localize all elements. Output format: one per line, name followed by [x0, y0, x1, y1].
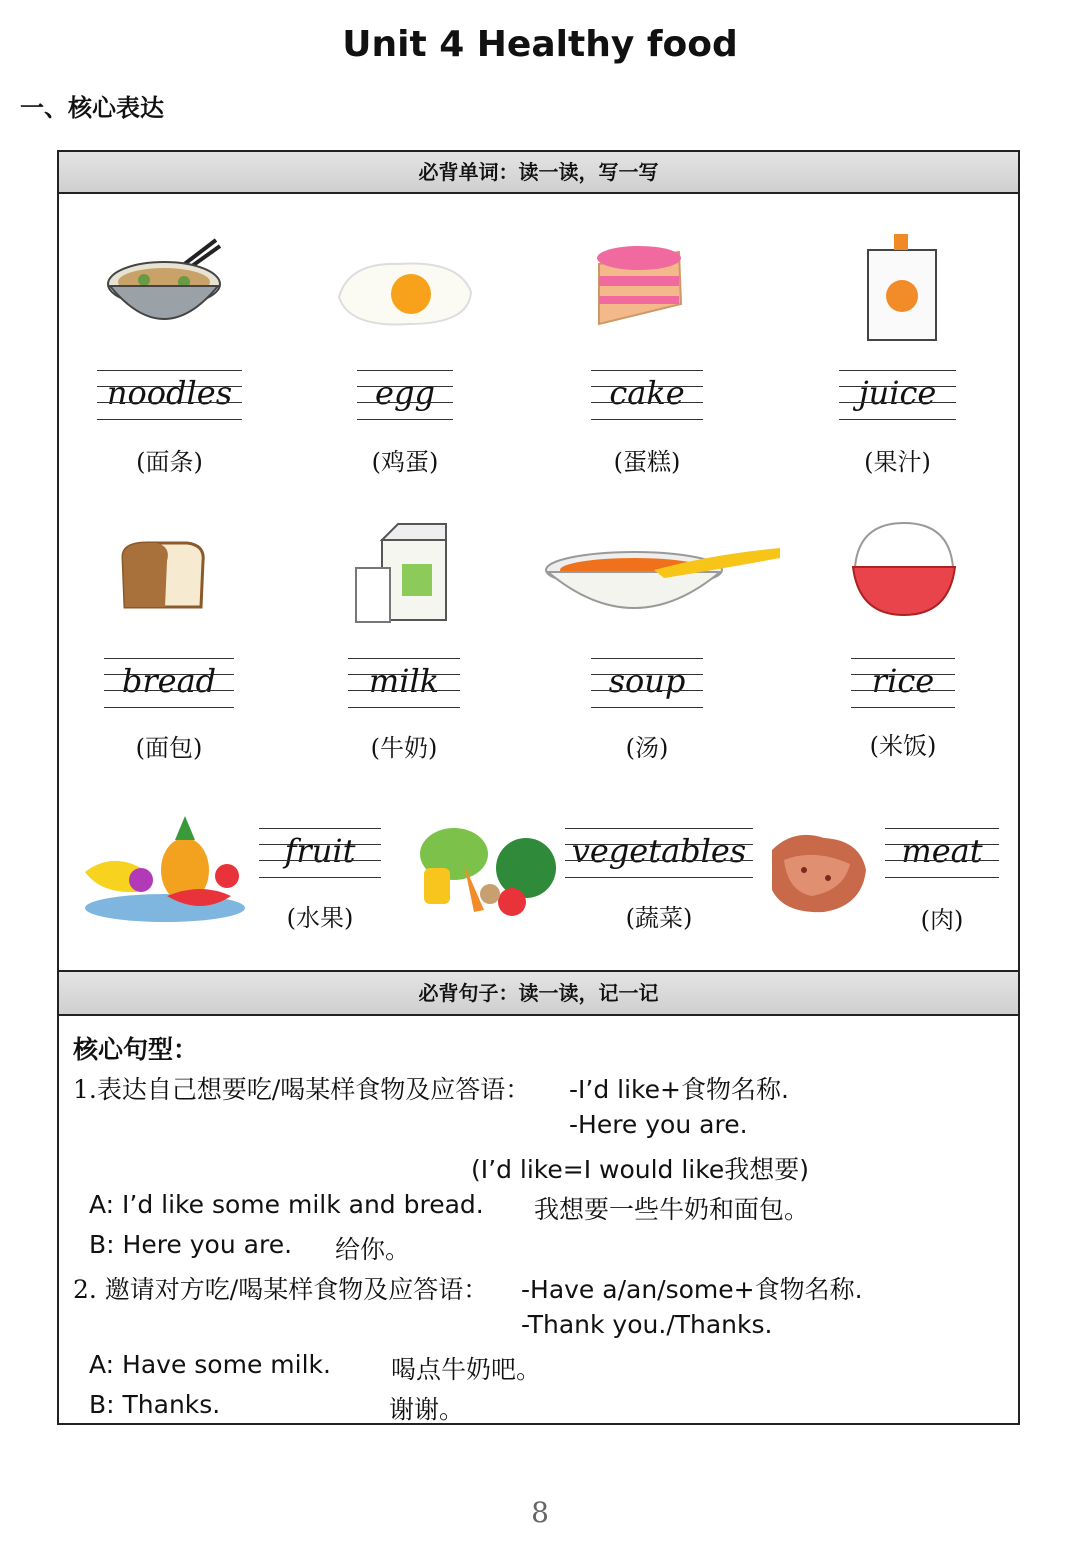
fried-egg-icon [329, 252, 479, 332]
meaning-fruit: (水果) [286, 904, 354, 932]
word-cake: cake [609, 374, 685, 412]
writing-lines [357, 370, 453, 420]
item2-pattern2: -Thank you./Thanks. [521, 1310, 773, 1339]
page-title: Unit 4 Healthy food [342, 24, 738, 65]
item1-a-en: A: I’d like some milk and bread. [89, 1190, 484, 1219]
juice-carton-icon [864, 230, 944, 345]
meaning-bread: (面包) [135, 734, 203, 762]
word-soup: soup [608, 662, 686, 700]
item1-b-en: B: Here you are. [89, 1230, 293, 1259]
bread-icon [117, 537, 207, 612]
word-milk: milk [368, 662, 440, 700]
core-expression-box [57, 150, 1020, 1425]
rice-bowl-icon [849, 517, 959, 622]
meaning-juice: (果汁) [864, 448, 931, 476]
item2-label: 2. 邀请对方吃/喝某样食物及应答语： [73, 1275, 489, 1304]
item2-b-cn: 谢谢。 [389, 1395, 465, 1424]
meaning-milk: (牛奶) [370, 734, 438, 762]
meaning-soup: (汤) [625, 734, 669, 762]
writing-lines [348, 658, 460, 708]
meaning-egg: (鸡蛋) [371, 448, 439, 476]
word-fruit: fruit [284, 832, 356, 870]
meat-icon [764, 820, 874, 920]
noodles-bowl-icon [104, 232, 224, 342]
writing-lines [885, 828, 999, 878]
item2-a-cn: 喝点牛奶吧。 [391, 1355, 542, 1384]
word-noodles: noodles [106, 374, 233, 412]
meaning-vegetables: (蔬菜) [625, 904, 693, 932]
writing-lines [565, 828, 753, 878]
word-meat: meat [901, 832, 983, 870]
word-egg: egg [375, 374, 435, 412]
word-rice: rice [871, 662, 935, 700]
item1-note: (I’d like=I would like我想要) [471, 1155, 809, 1184]
writing-lines [104, 658, 234, 708]
fruit-plate-icon [81, 812, 249, 924]
item2-b-en: B: Thanks. [89, 1390, 221, 1419]
item1-b-cn: 给你。 [335, 1235, 411, 1264]
item2-a-en: A: Have some milk. [89, 1350, 331, 1379]
item2-pattern1: -Have a/an/some+食物名称. [521, 1275, 863, 1304]
meaning-cake: (蛋糕) [613, 448, 681, 476]
meaning-meat: (肉) [920, 906, 964, 934]
writing-lines [591, 370, 703, 420]
vegetables-icon [414, 824, 559, 919]
writing-lines [851, 658, 955, 708]
page-number: 8 [531, 1496, 549, 1529]
sentence-bar: 必背句子：读一读，记一记 [59, 970, 1018, 1016]
soup-bowl-icon [544, 544, 784, 624]
word-juice: juice [858, 374, 937, 412]
section-heading: 一、核心表达 [20, 93, 164, 122]
cake-icon [589, 234, 689, 344]
meaning-noodles: (面条) [136, 448, 203, 476]
writing-lines [97, 370, 242, 420]
milk-carton-icon [352, 520, 452, 625]
item1-pattern1: -I’d like+食物名称. [569, 1075, 789, 1104]
word-bread: bread [121, 662, 217, 700]
word-vegetables: vegetables [571, 832, 747, 870]
core-pattern-heading: 核心句型： [73, 1035, 199, 1064]
item1-pattern2: -Here you are. [569, 1110, 748, 1139]
writing-lines [591, 658, 703, 708]
vocab-bar: 必背单词：读一读，写一写 [59, 152, 1018, 194]
writing-lines [259, 828, 381, 878]
meaning-rice: (米饭) [869, 732, 937, 760]
writing-lines [839, 370, 956, 420]
item1-a-cn: 我想要一些牛奶和面包。 [534, 1195, 810, 1224]
item1-label: 1.表达自己想要吃/喝某样食物及应答语： [73, 1075, 531, 1104]
